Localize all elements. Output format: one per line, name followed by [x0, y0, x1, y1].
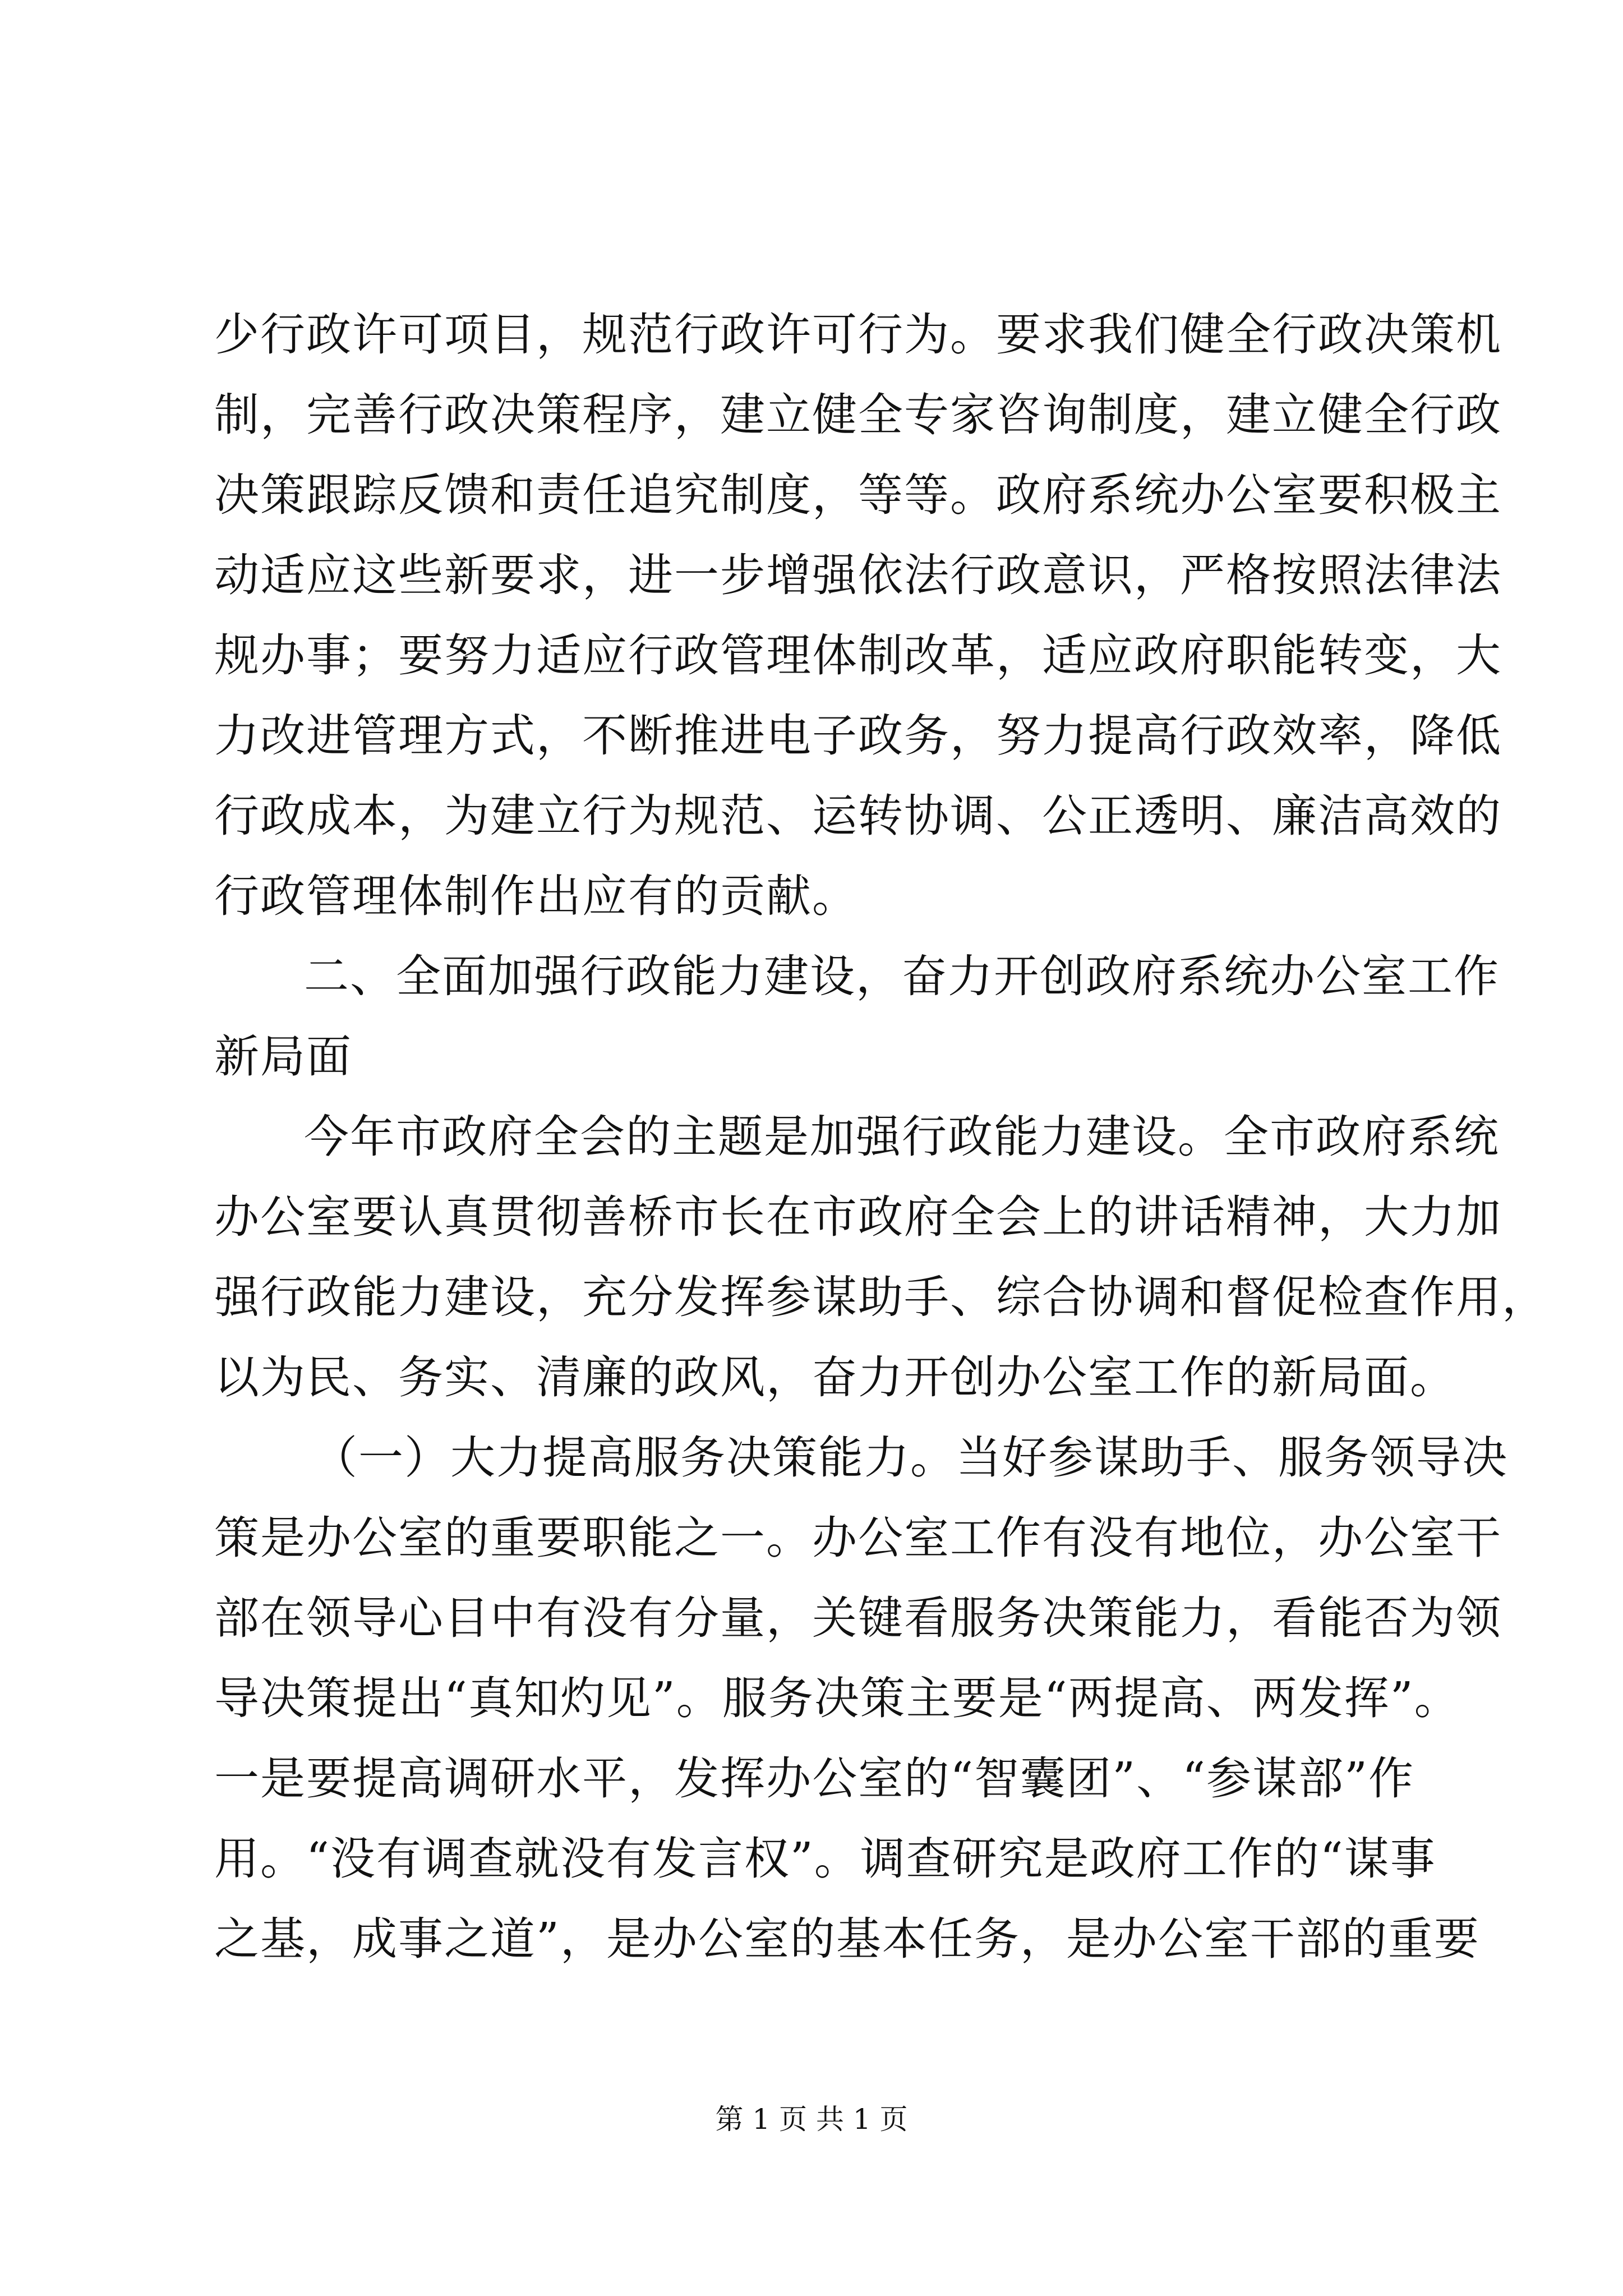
text-line: 行政成本，为建立行为规范、运转协调、公正透明、廉洁高效的	[214, 790, 1502, 842]
text-line: 用。“没有调查就没有发言权”。调查研究是政府工作的“谋事	[214, 1833, 1436, 1885]
text-line: 制，完善行政决策程序，建立健全专家咨询制度，建立健全行政	[214, 389, 1502, 441]
text-line: 动适应这些新要求，进一步增强依法行政意识，严格按照法律法	[214, 549, 1502, 601]
text-line: 力改进管理方式，不断推进电子政务，努力提高行政效率，降低	[214, 710, 1502, 762]
section-heading-line: 二、全面加强行政能力建设，奋力开创政府系统办公室工作	[304, 950, 1500, 1002]
text-line: 少行政许可项目，规范行政许可行为。要求我们健全行政决策机	[214, 309, 1502, 361]
text-line: 导决策提出“真知灼见”。服务决策主要是“两提高、两发挥”。	[214, 1672, 1460, 1724]
text-line: 行政管理体制作出应有的贡献。	[214, 870, 858, 922]
subsection-line: （一）大力提高服务决策能力。当好参谋助手、服务领导决	[312, 1432, 1508, 1484]
text-line: 策是办公室的重要职能之一。办公室工作有没有地位，办公室干	[214, 1512, 1502, 1564]
text-line: 强行政能力建设，充分发挥参谋助手、综合协调和督促检查作用，	[214, 1271, 1548, 1323]
text-line: 办公室要认真贯彻善桥市长在市政府全会上的讲话精神，大力加	[214, 1191, 1502, 1243]
document-body	[214, 295, 1548, 1979]
text-line: 决策跟踪反馈和责任追究制度，等等。政府系统办公室要积极主	[214, 469, 1502, 521]
text-line: 规办事；要努力适应行政管理体制改革，适应政府职能转变，大	[214, 629, 1502, 682]
section-heading-line: 新局面	[214, 1030, 352, 1083]
text-line: 以为民、务实、清廉的政风，奋力开创办公室工作的新局面。	[214, 1351, 1456, 1404]
text-line: 部在领导心目中有没有分量，关键看服务决策能力，看能否为领	[214, 1592, 1502, 1644]
text-line: 今年市政府全会的主题是加强行政能力建设。全市政府系统	[304, 1111, 1500, 1163]
text-line: 之基，成事之道”，是办公室的基本任务，是办公室干部的重要	[214, 1913, 1480, 1965]
page-footer: 第 1 页 共 1 页	[715, 2103, 908, 2136]
text-line: 一是要提高调研水平，发挥办公室的“智囊团”、“参谋部”作	[214, 1752, 1414, 1805]
